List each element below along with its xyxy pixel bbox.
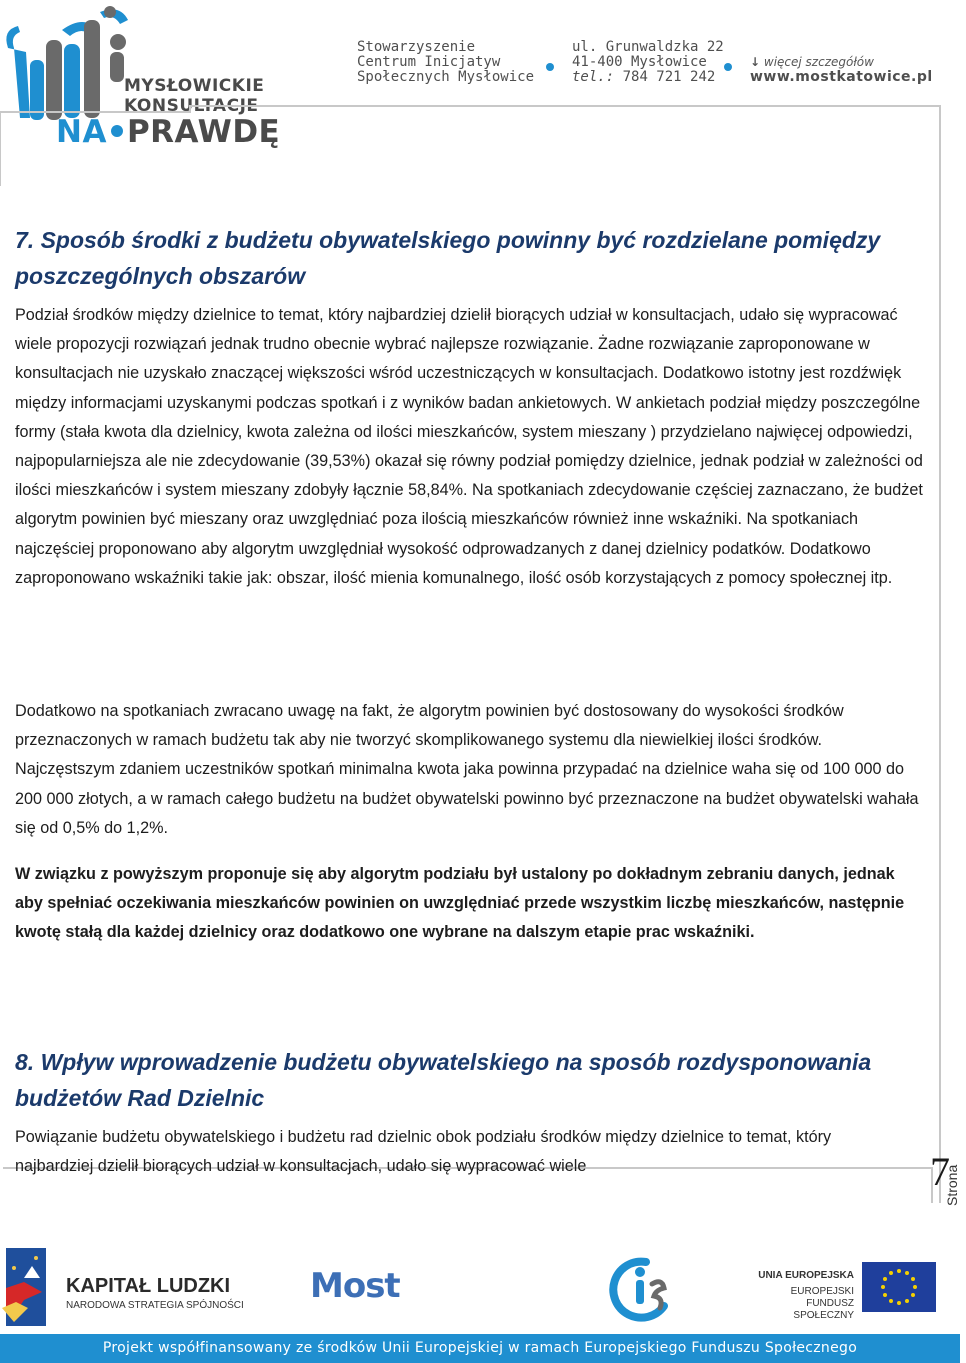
cis-logo-icon: [606, 1254, 676, 1324]
logo-word-na: NA: [56, 114, 107, 150]
section-8-heading: 8. Wpływ wprowadzenie budżetu obywatelskiego na sposób rozdysponowania budżetów Rad Dzielnic: [15, 1049, 872, 1111]
section-8-paragraph-1: Powiązanie budżetu obywatelskiego i budżetu rad dzielnic obok podziału środków między dzielnice to temat, który najbardziej dzielił biorących udział w konsultacjach, udało się wypracować wiele: [15, 1128, 832, 1176]
eu-line: FUNDUSZ SPOŁECZNY: [793, 1298, 854, 1321]
kapital-ludzki-flag-icon: [2, 1248, 60, 1326]
page-number: 7: [930, 1149, 950, 1194]
section-7-heading: 7. Sposób środki z budżetu obywatelskiego powinny być rozdzielane pomiędzy poszczególnych obszarów: [15, 227, 881, 289]
org-line: Stowarzyszenie: [357, 39, 476, 55]
kapital-ludzki-title: KAPITAŁ LUDZKI: [66, 1275, 231, 1297]
logo-word-prawde: PRAWDĘ: [126, 114, 281, 150]
logo-line-2: KONSULTACJE: [124, 96, 259, 116]
kapital-ludzki-subtitle: NARODOWA STRATEGIA SPÓJNOŚCI: [66, 1300, 244, 1311]
website-link[interactable]: www.mostkatowice.pl: [750, 69, 933, 85]
separator-dot-icon: [546, 63, 554, 71]
page-word: [944, 1164, 966, 1230]
phone-line: [572, 70, 724, 85]
eu-line: EUROPEJSKI: [790, 1286, 854, 1297]
address-city: 41-400 Mysłowice: [572, 54, 707, 70]
logo-line-1: MYSŁOWICKIE: [124, 76, 265, 96]
section-7-paragraph-1: Podział środków między dzielnice to temat, który najbardziej dzielił biorących udział w konsultacjach, udało się wypracować wiele propozycji rozwiązań jednak trudno obecnie wybrać najlepsze rozwiązanie. Żadne rozwiązanie zaproponowane w konsultacjach nie uzyskało znaczącej większości wśród uczestniczących w konsultacjach. Dodatkowo istotny jest rozdźwięk między informacjami uzyskanymi podczas spotkań i z wyników badan ankietowych. W ankietach podział między poszczególne formy (stała kwota dla dzielnicy, kwota zależna od ilości mieszkańców, system mieszany ) przydzielano najwięcej odpowiedzi, najpopularniejsza ale nie zdecydowanie (39,53%) okazał się równy podział pomiędzy dzielnice, jednak podział w zależności od ilości mieszkańców i system mieszany zdobyły łącznie 58,84%. Na spotkaniach zdecydowanie częściej zaznaczano, że budżet algorytm powinien być mieszany oraz uwzględniać poza ilością mieszkańców również inne wskaźniki. Na spotkaniach najczęściej proponowano aby algorytm uwzględniał wysokość odprowadzanych z danej dzielnicy podatków. Dodatkowo zaproponowano wskaźniki takie jak: obszar, ilość mienia komunalnego, ilość osób korzystających z pomocy społecznej itp.: [15, 306, 923, 587]
more-details-label: więcej szczegółów: [763, 55, 874, 69]
eu-line: UNIA EUROPEJSKA: [758, 1270, 854, 1281]
org-line: Centrum Inicjatyw: [357, 54, 501, 70]
section-7-paragraph-2: Dodatkowo na spotkaniach zwracano uwagę na fakt, że algorytm powinien być dostosowany do wysokości środków przeznaczonych w ramach budżetu tak aby nie tworzyć skomplikowanego systemu dla niewielkiej ilości środków. Najczęstszym zdaniem uczestników spotkań minimalna kwota jaka powinna przypadać na dzielnice waha się od 100 000 do 200 000 złotych, a w ramach całego budżetu na budżet obywatelski powinno być przeznaczone na budżet obywatelski wahała się od 0,5% do 1,2%.: [15, 702, 919, 837]
org-line: Społecznych Mysłowice: [357, 69, 535, 85]
eu-label: [754, 1270, 854, 1322]
organization-name: [357, 40, 534, 85]
more-details-link[interactable]: [750, 55, 874, 69]
address-block: [572, 40, 724, 85]
arrow-down-icon: ↓: [750, 55, 761, 69]
kapital-ludzki-logo: [66, 1275, 244, 1311]
address-street: ul. Grunwaldzka 22: [572, 39, 724, 55]
phone-label: tel.:: [572, 69, 615, 85]
section-7-conclusion: W związku z powyższym proponuje się aby algorytm podziału był ustalony po dokładnym zebraniu danych, jednak aby spełniać oczekiwania mieszkańców powinien on uwzględniać przede wszystkim liczbę mieszkańców, następnie kwotę stałą dla każdej dzielnicy oraz dodatkowo one wybrane na dalszym etapie prac wskaźniki.: [15, 865, 905, 942]
separator-dot-icon: [724, 63, 732, 71]
phone-number: 784 721 242: [622, 69, 716, 85]
page-word-label: Strona: [944, 1164, 960, 1206]
cofinancing-note: Projekt współfinansowany ze środków Unii Europejskiej w ramach Europejskiego Funduszu Społecznego: [102, 1340, 858, 1356]
most-logo-text: Most: [310, 1266, 400, 1306]
eu-flag-icon: [862, 1262, 936, 1312]
most-logo: [310, 1266, 400, 1306]
